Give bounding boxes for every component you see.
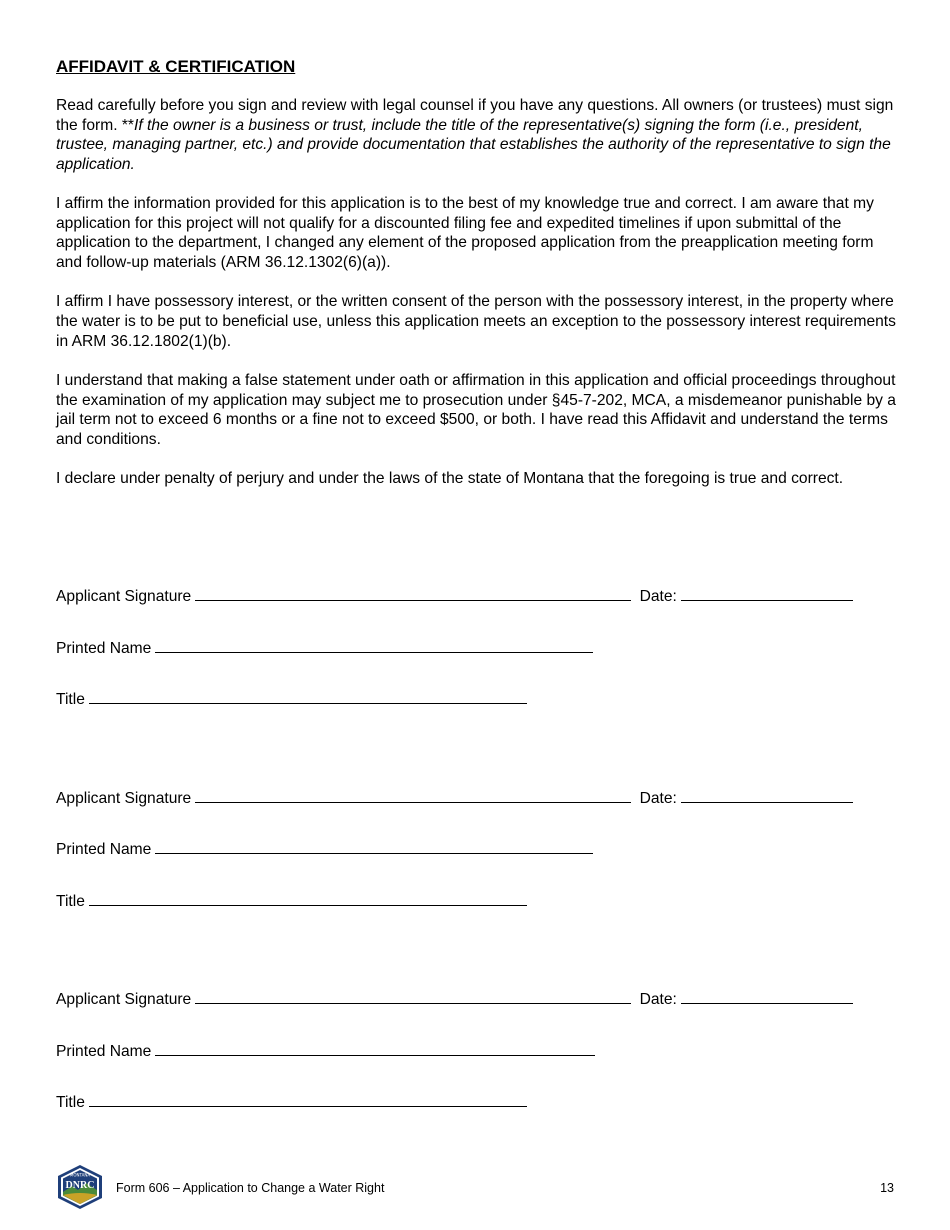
title-row <box>56 688 527 710</box>
title-label: Title <box>56 691 85 708</box>
title-field[interactable] <box>89 688 527 704</box>
dnrc-logo-icon <box>56 1164 104 1210</box>
section-heading: AFFIDAVIT & CERTIFICATION <box>56 57 296 76</box>
printed-name-row <box>56 838 593 860</box>
printed-name-label: Printed Name <box>56 1043 152 1060</box>
intro-normal-text: Read carefully before you sign and review with legal counsel if you have any questions. All owners (or trustees) must sign the form. ** <box>56 97 894 134</box>
svg-text:DNRC: DNRC <box>65 1180 95 1191</box>
printed-name-field[interactable] <box>155 637 593 653</box>
date-label: Date: <box>639 588 677 605</box>
date-field[interactable] <box>681 585 853 601</box>
printed-name-field[interactable] <box>155 838 593 854</box>
form-name-text: Form 606 – Application to Change a Water Right <box>116 1181 385 1195</box>
title-field[interactable] <box>89 1091 527 1107</box>
signature-field[interactable] <box>195 988 631 1004</box>
signature-label: Applicant Signature <box>56 790 192 807</box>
signature-label: Applicant Signature <box>56 588 192 605</box>
intro-italic-text: If the owner is a business or trust, include the title of the representative(s) signing the form (i.e., president, trustee, managing partner, etc.) and provide documentation that establishes the authority of the representative to sign the application. <box>56 116 891 173</box>
signature-row <box>56 585 853 607</box>
false-statement-paragraph: I understand that making a false statement under oath or affirmation in this application and official proceedings throughout the examination of my application may subject me to prosecution under §45-7-202, MCA, a misdemeanor punishable by a jail term not to exceed 6 months or a fine not to exceed $500, or both. I have read this Affidavit and understand the terms and conditions. <box>56 371 896 448</box>
date-label: Date: <box>639 790 677 807</box>
signature-row <box>56 787 853 809</box>
title-field[interactable] <box>89 890 527 906</box>
title-label: Title <box>56 893 85 910</box>
signature-row <box>56 988 853 1010</box>
date-field[interactable] <box>681 988 853 1004</box>
intro-paragraph <box>56 96 896 174</box>
title-label: Title <box>56 1094 85 1111</box>
affirm-information-paragraph: I affirm the information provided for this application is to the best of my knowledge true and correct. I am aware that my application for this project will not qualify for a discounted filing fee and expedited timelines if upon submittal of the application to the department, I changed any element of the proposed application from the preapplication meeting form and follow-up materials (ARM 36.12.1302(6)(a)). <box>56 195 874 271</box>
affirm-possessory-paragraph: I affirm I have possessory interest, or the written consent of the person with the possessory interest, in the property where the water is to be put to beneficial use, unless this application meets an exception to the possessory interest requirements in ARM 36.12.1802(1)(b). <box>56 293 896 350</box>
perjury-declaration-paragraph: I declare under penalty of perjury and under the laws of the state of Montana that the foregoing is true and correct. <box>56 470 844 488</box>
printed-name-label: Printed Name <box>56 640 152 657</box>
printed-name-row <box>56 1040 595 1062</box>
printed-name-row <box>56 637 593 659</box>
title-row <box>56 1091 527 1113</box>
svg-text:MONTANA: MONTANA <box>69 1172 91 1178</box>
date-field[interactable] <box>681 787 853 803</box>
signature-field[interactable] <box>195 787 631 803</box>
printed-name-field[interactable] <box>155 1040 595 1056</box>
page-number: 13 <box>880 1181 894 1195</box>
affidavit-section <box>56 56 896 508</box>
title-row <box>56 890 527 912</box>
printed-name-label: Printed Name <box>56 841 152 858</box>
page-footer <box>56 1164 896 1212</box>
signature-field[interactable] <box>195 585 631 601</box>
signature-label: Applicant Signature <box>56 991 192 1008</box>
date-label: Date: <box>639 991 677 1008</box>
